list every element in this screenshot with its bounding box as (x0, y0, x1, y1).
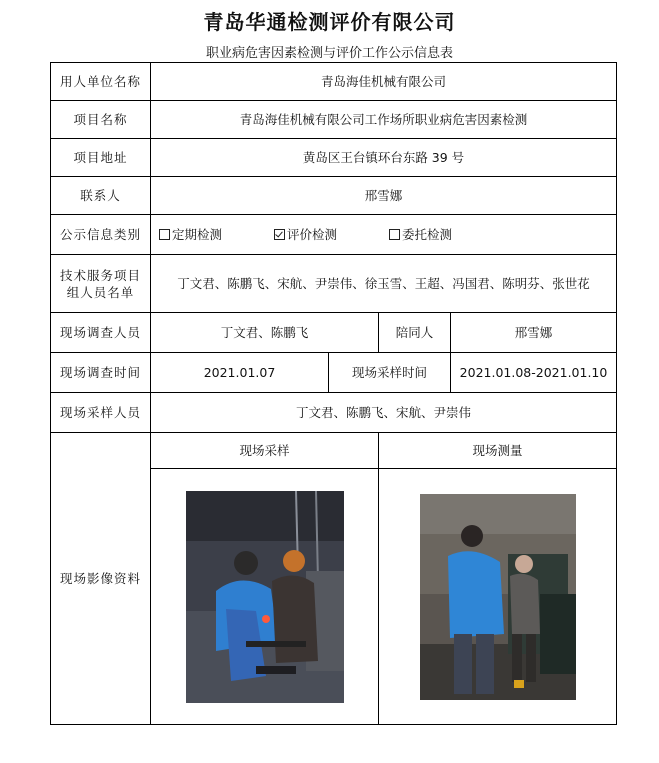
row-category (51, 215, 617, 255)
sampling-time-value: 2021.01.08-2021.01.10 (451, 353, 617, 393)
row-survey-staff (51, 313, 617, 353)
photo1-caption: 现场采样 (151, 433, 379, 469)
checkbox-checked-icon (274, 229, 285, 240)
team-value: 丁文君、陈鹏飞、宋航、尹崇伟、徐玉雪、王超、冯国君、陈明芬、张世花 (151, 255, 617, 313)
company-title: 青岛华通检测评价有限公司 (203, 10, 456, 34)
category-label: 公示信息类别 (51, 215, 151, 255)
project-name-label: 项目名称 (51, 101, 151, 139)
sampling-time-label: 现场采样时间 (329, 353, 451, 393)
project-name-value: 青岛海佳机械有限公司工作场所职业病危害因素检测 (151, 101, 617, 139)
row-employer (51, 63, 617, 101)
form-subtitle: 职业病危害因素检测与评价工作公示信息表 (205, 46, 453, 61)
photo2-caption: 现场测量 (379, 433, 617, 469)
row-team (51, 255, 617, 313)
category-options (151, 215, 617, 255)
employer-value: 青岛海佳机械有限公司 (151, 63, 617, 101)
survey-time-label: 现场调查时间 (51, 353, 151, 393)
contact-label: 联系人 (51, 177, 151, 215)
checkbox-icon (389, 229, 400, 240)
address-label: 项目地址 (51, 139, 151, 177)
category-commissioned-label: 委托检测 (402, 227, 453, 242)
address-value: 黄岛区王台镇环台东路 39 号 (151, 139, 617, 177)
checkbox-icon (159, 229, 170, 240)
sampling-photo (186, 491, 344, 703)
sampling-staff-label: 现场采样人员 (51, 393, 151, 433)
contact-value: 邢雪娜 (151, 177, 617, 215)
survey-staff-label: 现场调查人员 (51, 313, 151, 353)
row-sampling-staff (51, 393, 617, 433)
escort-value: 邢雪娜 (451, 313, 617, 353)
row-contact (51, 177, 617, 215)
employer-label: 用人单位名称 (51, 63, 151, 101)
escort-label: 陪同人 (379, 313, 451, 353)
measurement-photo (420, 494, 576, 700)
row-photo-captions (51, 433, 617, 469)
info-table (50, 62, 617, 725)
category-commissioned-checkbox[interactable] (389, 226, 452, 243)
category-evaluation-checkbox[interactable] (274, 226, 337, 243)
team-label: 技术服务项目组人员名单 (51, 255, 151, 313)
photo1-cell (151, 469, 379, 725)
sampling-staff-value: 丁文君、陈鹏飞、宋航、尹崇伟 (151, 393, 617, 433)
category-periodic-checkbox[interactable] (159, 226, 222, 243)
category-evaluation-label: 评价检测 (287, 227, 338, 242)
row-times (51, 353, 617, 393)
photo2-cell (379, 469, 617, 725)
row-project-name (51, 101, 617, 139)
survey-staff-value: 丁文君、陈鹏飞 (151, 313, 379, 353)
row-address (51, 139, 617, 177)
survey-time-value: 2021.01.07 (151, 353, 329, 393)
category-periodic-label: 定期检测 (172, 227, 223, 242)
images-label: 现场影像资料 (51, 433, 151, 725)
